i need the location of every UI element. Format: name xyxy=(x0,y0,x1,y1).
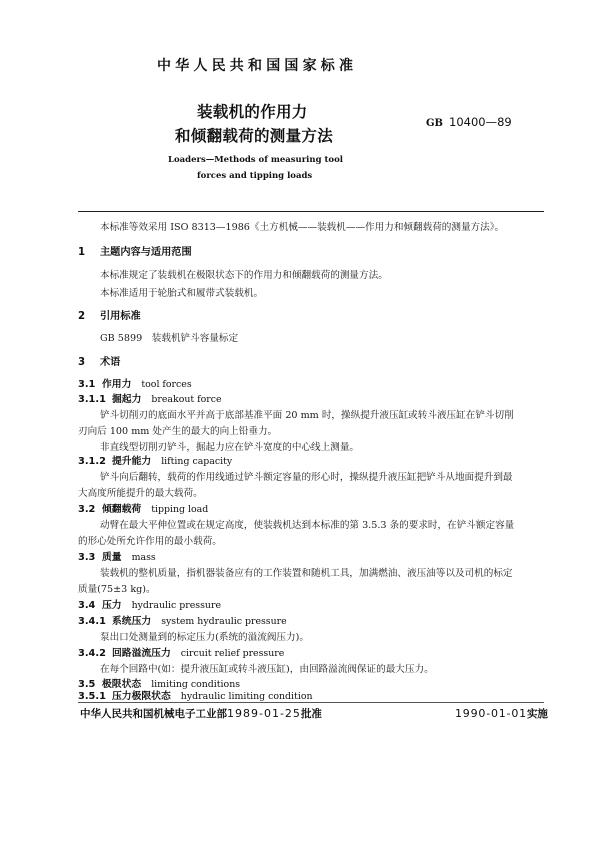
reference-standard: GB 5899 装载机铲斗容量标定 xyxy=(100,333,239,344)
intro-paragraph: 本标准等效采用 ISO 8313—1986《土方机械——装载机——作用力和倾翻载荷的测量方法》。 xyxy=(100,222,505,233)
section-title: 术语 xyxy=(100,357,121,368)
english-title-line-2: forces and tipping loads xyxy=(197,171,313,181)
issuing-authority: 中华人民共和国机械电子工业部 xyxy=(80,708,227,720)
term-3-4-1-paragraph: 泵出口处测量到的标定压力(系统的溢流阀压力)。 xyxy=(100,632,309,643)
document-title-line-2: 和倾翻载荷的测量方法 xyxy=(175,127,334,145)
term-3-4-heading: 3.4 压力 hydraulic pressure xyxy=(78,600,221,611)
section-1-paragraph-1: 本标准规定了装载机在极限状态下的作用力和倾翻载荷的测量方法。 xyxy=(100,270,388,281)
standard-number xyxy=(426,115,512,129)
term-3-1-2-paragraph-line-2: 大高度所能提升的最大载荷。 xyxy=(78,488,203,499)
term-3-1-1-heading: 3.1.1 掘起力 breakout force xyxy=(78,394,222,405)
term-3-4-2-paragraph: 在每个回路中(如：提升液压缸或转斗液压缸)，由回路溢流阀保证的最大压力。 xyxy=(100,664,434,675)
standard-prefix: GB xyxy=(426,118,443,129)
term-3-1-1-paragraph-2: 非直线型切削刃铲斗，掘起力应在铲斗宽度的中心线上测量。 xyxy=(100,442,360,453)
term-3-1-heading: 3.1 作用力 tool forces xyxy=(78,379,192,390)
term-3-4-2-heading: 3.4.2 回路溢流压力 circuit relief pressure xyxy=(78,648,285,659)
header-divider xyxy=(78,211,544,212)
section-title: 主题内容与适用范围 xyxy=(100,247,192,258)
term-3-5-1-heading: 3.5.1 压力极限状态 hydraulic limiting condition xyxy=(78,691,313,702)
effective-label: 实施 xyxy=(526,708,548,720)
section-3-heading xyxy=(78,353,120,368)
term-3-5-heading: 3.5 极限状态 limiting conditions xyxy=(78,679,241,690)
term-3-3-heading: 3.3 质量 mass xyxy=(78,552,156,563)
standard-code: 10400—89 xyxy=(449,115,512,129)
english-title-line-1: Loaders—Methods of measuring tool xyxy=(168,155,343,165)
approval-label: 批准 xyxy=(300,708,322,720)
term-3-3-paragraph-line-1: 装载机的整机质量，指机器装备应有的工作装置和随机工具，加满燃油、液压油等以及司机的标定 xyxy=(100,568,513,579)
term-3-1-1-paragraph-line-1: 铲斗切削刃的底面水平并高于底部基准平面 20 mm 时，操纵提升液压缸或转斗液压缸在铲斗切削 xyxy=(100,410,514,421)
term-3-1-1-paragraph-line-2: 刃向后 100 mm 处产生的最大的向上铅垂力。 xyxy=(78,426,278,437)
term-3-2-paragraph-line-1: 动臂在最大平伸位置或在规定高度，使装载机达到本标准的第 3.5.3 条的要求时，在铲斗额定容量 xyxy=(100,520,515,531)
approval-date: 1989-01-25 xyxy=(227,707,301,720)
section-number: 2 xyxy=(78,311,86,322)
term-3-1-2-heading: 3.1.2 提升能力 lifting capacity xyxy=(78,456,233,467)
section-number: 3 xyxy=(78,357,86,368)
effective-info xyxy=(455,706,548,721)
approval-info xyxy=(80,706,322,721)
document-title-line-1: 装载机的作用力 xyxy=(197,103,308,121)
section-1-paragraph-2: 本标准适用于轮胎式和履带式装载机。 xyxy=(100,288,264,299)
section-1-heading xyxy=(78,243,192,258)
section-number: 1 xyxy=(78,247,86,258)
term-3-1-2-paragraph-line-1: 铲斗向后翻转，载荷的作用线通过铲斗额定容量的形心时，操纵提升液压缸把铲斗从地面提升到最 xyxy=(100,472,513,483)
term-3-4-1-heading: 3.4.1 系统压力 system hydraulic pressure xyxy=(78,616,287,627)
effective-date: 1990-01-01 xyxy=(455,707,527,720)
term-3-2-paragraph-line-2: 的形心处所允许作用的最小载荷。 xyxy=(78,536,222,547)
section-2-heading xyxy=(78,307,141,322)
term-3-3-paragraph-line-2: 质量(75±3 kg)。 xyxy=(78,584,156,595)
section-title: 引用标准 xyxy=(100,311,141,322)
term-3-2-heading: 3.2 倾翻载荷 tipping load xyxy=(78,504,209,515)
footer-divider xyxy=(78,702,544,703)
standard-type-heading: 中华人民共和国国家标准 xyxy=(157,58,358,74)
